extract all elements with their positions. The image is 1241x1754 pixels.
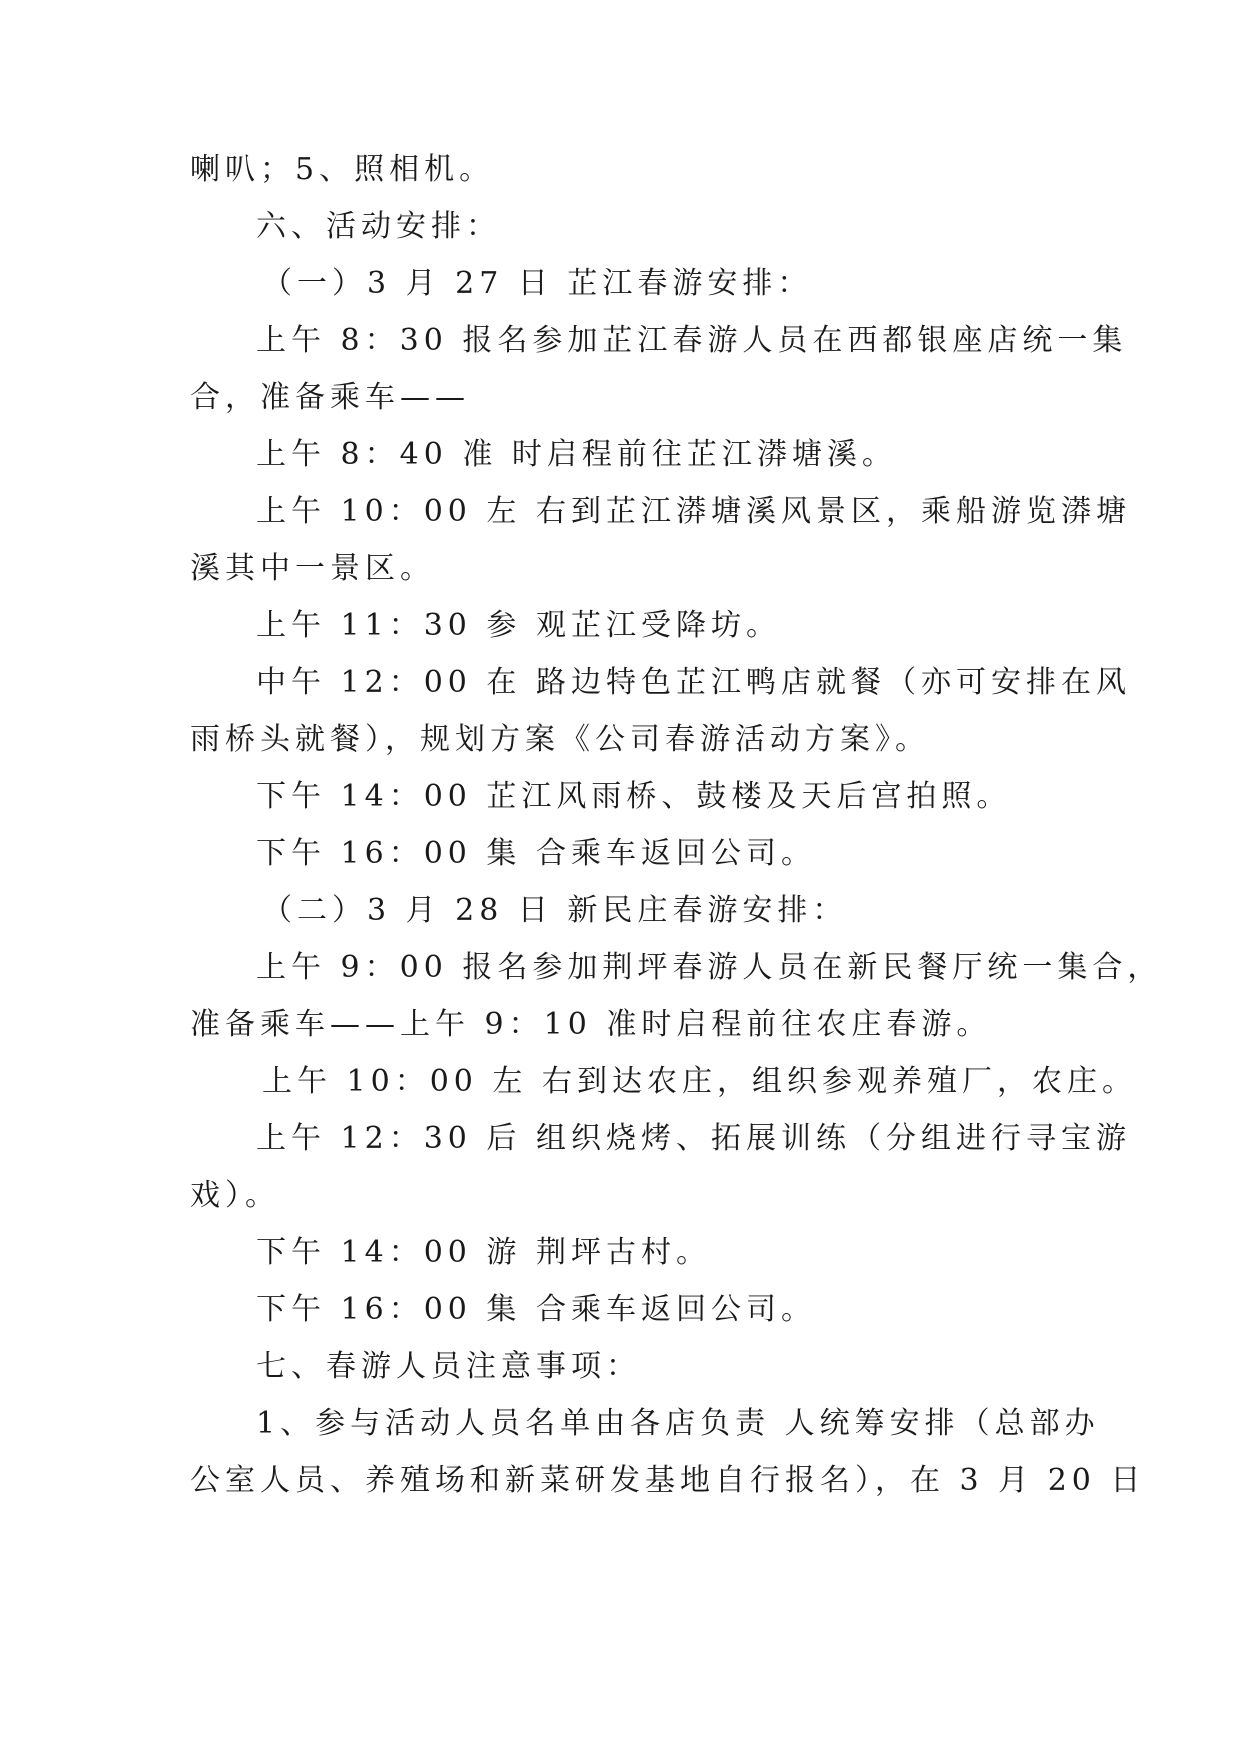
section-heading-activity-schedule: 六、活动安排： (256, 209, 501, 244)
text-line: 雨桥头就餐），规划方案《公司春游活动方案》。 (190, 722, 930, 757)
text-line: 合，准备乘车—— (190, 380, 470, 415)
text-line: 上午 8：40 准 时启程前往芷江漭塘溪。 (256, 437, 897, 472)
text-line: 中午 12：00 在 路边特色芷江鸭店就餐（亦可安排在风 (256, 665, 1131, 700)
text-line: 公室人员、养殖场和新菜研发基地自行报名），在 3 月 20 日 (190, 1463, 1146, 1498)
text-line: 下午 14：00 芷江风雨桥、鼓楼及天后宫拍照。 (256, 779, 1012, 814)
text-line: 上午 8：30 报名参加芷江春游人员在西都银座店统一集 (256, 323, 1128, 358)
text-line: 上午 10：00 左 右到芷江漭塘溪风景区，乘船游览漭塘 (256, 494, 1131, 529)
text-line: 上午 11：30 参 观芷江受降坊。 (256, 608, 781, 643)
text-line: 上午 10：00 左 右到达农庄，组织参观养殖厂，农庄。 (262, 1064, 1137, 1099)
text-line: 溪其中一景区。 (190, 551, 435, 586)
text-line: 喇叭；5、照相机。 (190, 152, 495, 187)
text-line: 上午 12：30 后 组织烧烤、拓展训练（分组进行寻宝游 (256, 1121, 1131, 1156)
section-heading-notes: 七、春游人员注意事项： (256, 1349, 641, 1384)
text-line: 下午 16：00 集 合乘车返回公司。 (256, 836, 816, 871)
text-line: 上午 9：00 报名参加荆坪春游人员在新民餐厅统一集合， (256, 950, 1163, 985)
text-line: 戏）。 (190, 1178, 280, 1213)
subsection-heading-day-1: （一）3 月 27 日 芷江春游安排： (262, 266, 813, 301)
text-line: 1、参与活动人员名单由各店负责 人统筹安排（总部办 (256, 1406, 1100, 1441)
text-line: 准备乘车——上午 9：10 准时启程前往农庄春游。 (190, 1007, 992, 1042)
subsection-heading-day-2: （二）3 月 28 日 新民庄春游安排： (262, 893, 848, 928)
text-line: 下午 14：00 游 荆坪古村。 (256, 1235, 711, 1270)
text-line: 下午 16：00 集 合乘车返回公司。 (256, 1292, 816, 1327)
